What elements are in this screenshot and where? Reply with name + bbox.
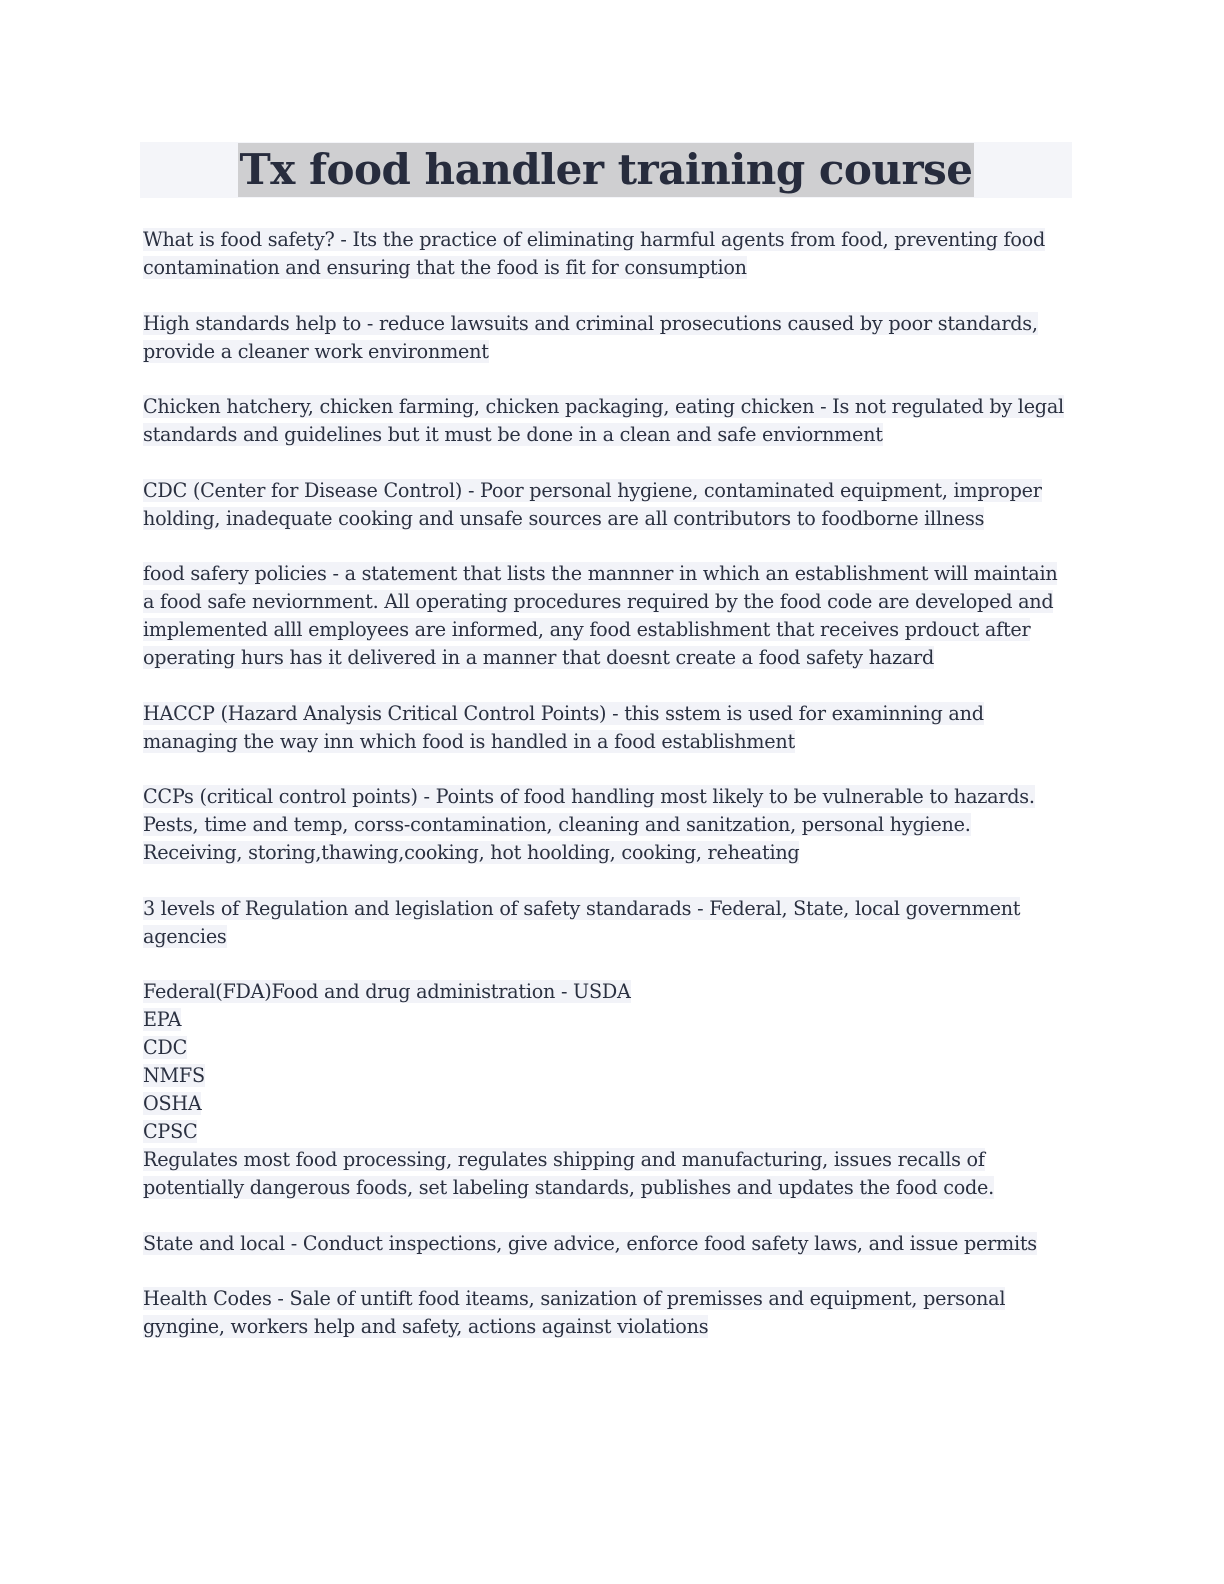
entry-text: CCPs (critical control points) - Points of food handling most likely to be vulnerable to hazards. Pests, time and temp, corss-contamination, cleaning and sanitzation, personal hygiene. Receiving, storing,thawing,cooking, hot hoolding, cooking, reheating [143, 785, 1035, 864]
entry-text: High standards help to - reduce lawsuits and criminal prosecutions caused by poor standards, provide a cleaner work environment [143, 311, 1038, 363]
entry-text: HACCP (Hazard Analysis Critical Control Points) - this sstem is used for examinning and managing the way inn which food is handled in a food establishment [143, 701, 984, 753]
entries-list [140, 226, 1072, 1341]
entry-cdc [143, 477, 1072, 533]
federal-line [143, 1090, 1072, 1118]
entry-text: Health Codes - Sale of untift food iteams, sanization of premisses and equipment, personal gyngine, workers help and safety, actions against violations [143, 1287, 1006, 1338]
entry-policies [143, 560, 1072, 672]
document-title: Tx food handler training course [238, 143, 975, 197]
document-page [140, 142, 1072, 1369]
entry-text: CDC [143, 1036, 187, 1059]
entry-text: EPA [143, 1008, 182, 1031]
entry-text: CDC (Center for Disease Control) - Poor personal hygiene, contaminated equipment, improper holding, inadequate cooking and unsafe sources are all contributors to foodborne illness [143, 478, 1042, 530]
entry-high-standards [143, 310, 1072, 366]
federal-line [143, 978, 1072, 1006]
entry-text: State and local - Conduct inspections, give advice, enforce food safety laws, and issue permits [143, 1231, 1037, 1255]
entry-food-safety [143, 226, 1072, 282]
title-band [140, 142, 1072, 198]
entry-text: 3 levels of Regulation and legislation of safety standarads - Federal, State, local government agencies [143, 896, 1021, 948]
entry-text: OSHA [143, 1092, 202, 1115]
entry-text: CPSC [143, 1120, 198, 1143]
entry-text: What is food safety? - Its the practice of eliminating harmful agents from food, preventing food contamination and ensuring that the food is fit for consumption [143, 228, 1045, 279]
entry-text: food safery policies - a statement that lists the mannner in which an establishment will maintain a food safe neviornment. All operating procedures required by the food code are developed and implemented alll employees are informed, any food establishment that receives prdouct after operating hurs has it delivered in a manner that doesnt create a food safety hazard [143, 562, 1058, 669]
federal-line [143, 1034, 1072, 1062]
entry-text: Federal(FDA)Food and drug administration - USDA [143, 980, 631, 1003]
federal-line [143, 1006, 1072, 1034]
federal-line [143, 1118, 1072, 1146]
entry-text: Chicken hatchery, chicken farming, chicken packaging, eating chicken - Is not regulated by legal standards and guidelines but it must be done in a clean and safe enviornment [143, 395, 1064, 446]
entry-federal [143, 978, 1072, 1202]
entry-text: Regulates most food processing, regulates shipping and manufacturing, issues recalls of potentially dangerous foods, set labeling standards, publishes and updates the food code. [143, 1148, 994, 1199]
federal-description [143, 1146, 1072, 1202]
entry-health-codes [143, 1285, 1072, 1341]
entry-levels [143, 895, 1072, 951]
entry-text: NMFS [143, 1064, 205, 1087]
entry-state-local [143, 1230, 1072, 1258]
entry-chicken [143, 393, 1072, 449]
federal-line [143, 1062, 1072, 1090]
entry-ccps [143, 783, 1072, 867]
entry-haccp [143, 700, 1072, 756]
